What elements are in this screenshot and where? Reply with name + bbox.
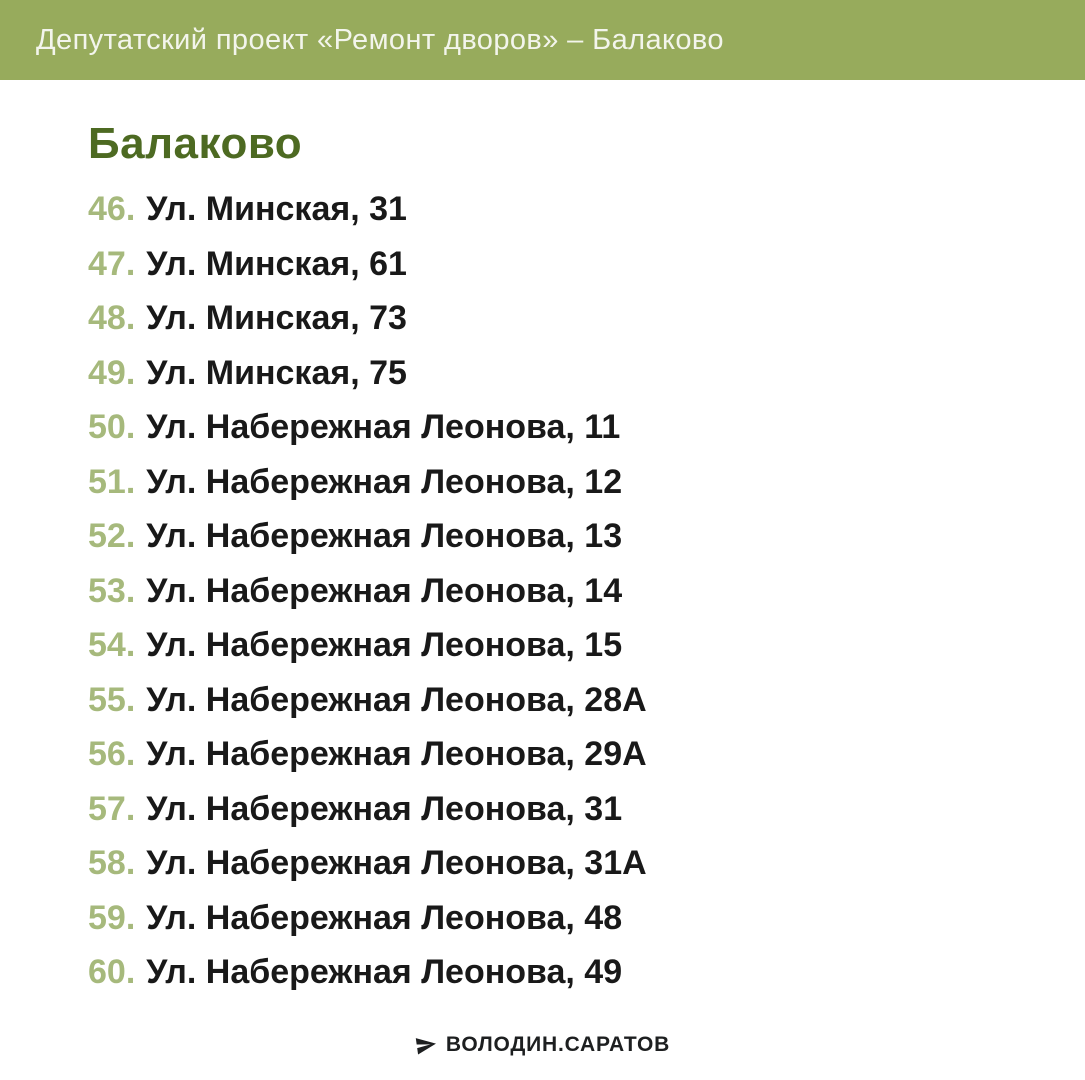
item-address: Ул. Минская, 75 [146, 353, 407, 392]
footer-brand: ВОЛОДИН.САРАТОВ [445, 1033, 671, 1056]
item-number: 55. [88, 680, 136, 719]
item-number: 47. [88, 244, 136, 283]
address-row [88, 455, 1045, 510]
paper-plane-icon [413, 1033, 438, 1058]
content-area [0, 80, 1085, 1080]
address-row [88, 891, 1045, 946]
item-number: 60. [88, 953, 136, 991]
item-address: Ул. Минская, 31 [146, 190, 407, 228]
item-address: Ул. Набережная Леонова, 29А [146, 735, 647, 773]
address-row [88, 509, 1045, 564]
address-row [88, 400, 1045, 455]
item-address: Ул. Набережная Леонова, 31А [146, 844, 647, 882]
address-row [88, 182, 1045, 237]
item-number: 58. [88, 844, 136, 882]
item-number: 54. [88, 626, 136, 664]
address-row [88, 291, 1045, 346]
item-number: 57. [88, 789, 136, 828]
address-row [88, 727, 1045, 782]
item-address: Ул. Набережная Леонова, 49 [146, 953, 623, 991]
address-row [88, 564, 1045, 619]
address-list [88, 182, 1045, 1000]
footer [0, 1028, 1085, 1062]
address-row [88, 836, 1045, 891]
item-number: 48. [88, 299, 136, 337]
item-address: Ул. Набережная Леонова, 48 [146, 898, 623, 937]
item-address: Ул. Набережная Леонова, 12 [146, 462, 623, 501]
item-address: Ул. Минская, 73 [146, 299, 407, 337]
item-address: Ул. Набережная Леонова, 14 [146, 571, 623, 610]
item-address: Ул. Минская, 61 [146, 244, 407, 283]
item-address: Ул. Набережная Леонова, 31 [146, 789, 623, 828]
item-number: 52. [88, 517, 136, 555]
address-row [88, 945, 1045, 1000]
item-number: 59. [88, 898, 136, 937]
item-number: 51. [88, 462, 136, 501]
item-address: Ул. Набережная Леонова, 28А [146, 680, 647, 719]
header-bar [0, 0, 1085, 80]
item-number: 53. [88, 571, 136, 610]
item-address: Ул. Набережная Леонова, 11 [146, 408, 621, 446]
address-row [88, 618, 1045, 673]
address-row [88, 237, 1045, 292]
address-row [88, 346, 1045, 401]
item-number: 46. [88, 190, 136, 228]
item-number: 50. [88, 408, 136, 446]
item-number: 49. [88, 353, 136, 392]
city-title: Балаково [88, 119, 303, 168]
address-row [88, 782, 1045, 837]
header-title: Депутатский проект «Ремонт дворов» – Балаково [36, 23, 724, 56]
item-number: 56. [88, 735, 136, 773]
item-address: Ул. Набережная Леонова, 13 [146, 517, 623, 555]
item-address: Ул. Набережная Леонова, 15 [146, 626, 623, 664]
address-row [88, 673, 1045, 728]
